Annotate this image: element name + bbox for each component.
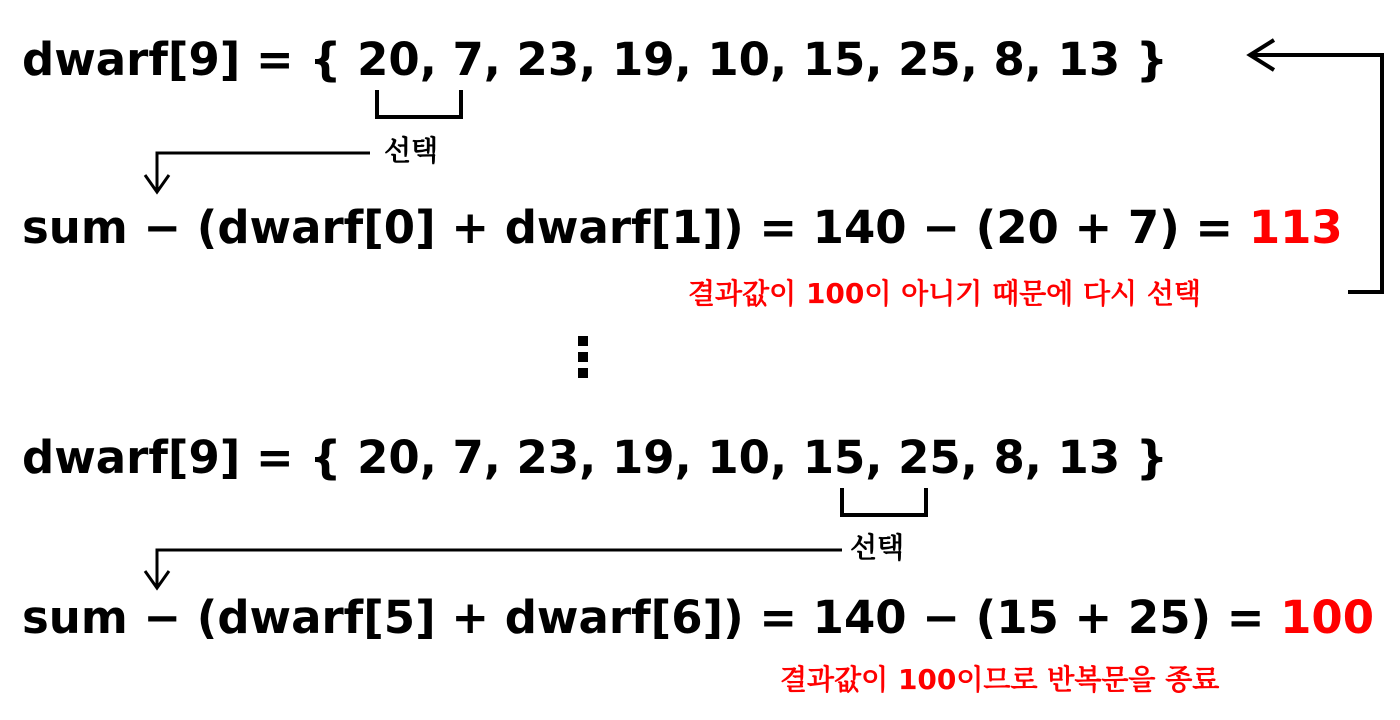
- select-label-1: 선택: [384, 134, 439, 167]
- note-2: 결과값이 100이므로 반복문을 종료: [780, 663, 1220, 696]
- sum-result-2: 100: [1280, 591, 1375, 644]
- loop-back-arrow-line: [1250, 55, 1382, 292]
- select-bracket-2: [842, 488, 926, 515]
- sum-expression-2-text: sum − (dwarf[5] + dwarf[6]) = 140 − (15 + 25) =: [22, 591, 1281, 644]
- select-arrow-line-1: [157, 153, 370, 190]
- sum-expression-1-text: sum − (dwarf[0] + dwarf[1]) = 140 − (20 + 7) =: [22, 201, 1249, 254]
- select-label-2: 선택: [850, 531, 905, 564]
- array-line-2: dwarf[9] = { 20, 7, 23, 19, 10, 15, 25, 8, 13 }: [22, 431, 1168, 484]
- array-line-1: dwarf[9] = { 20, 7, 23, 19, 10, 15, 25, 8, 13 }: [22, 33, 1168, 86]
- note-1: 결과값이 100이 아니기 때문에 다시 선택: [688, 277, 1201, 310]
- select-bracket-1: [377, 90, 461, 117]
- select-arrow-line-2: [157, 550, 842, 586]
- sum-result-1: 113: [1248, 201, 1343, 254]
